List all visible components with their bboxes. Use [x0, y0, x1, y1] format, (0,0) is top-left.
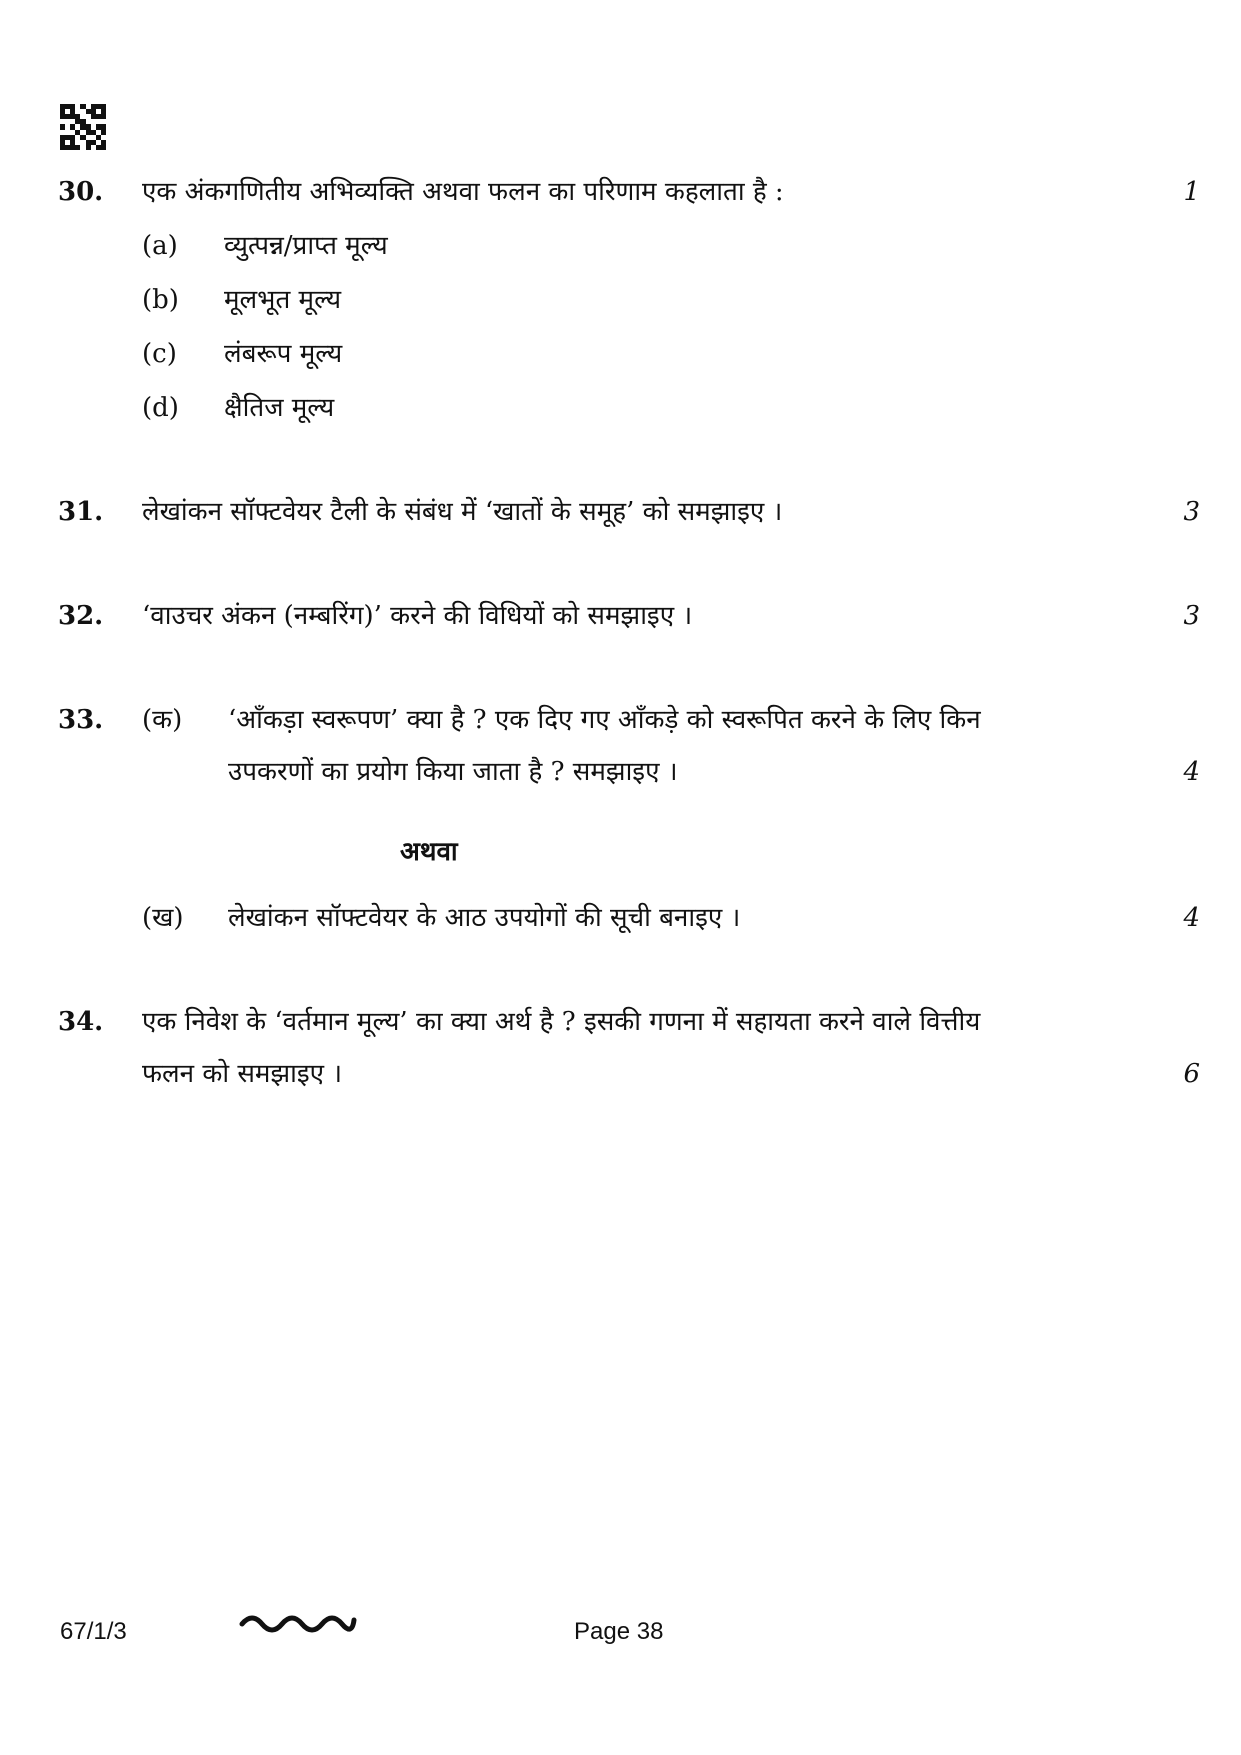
- or-label: अथवा: [400, 837, 458, 867]
- option-text: लंबरूप मूल्य: [224, 339, 343, 369]
- qr-code: [60, 104, 106, 150]
- page-number: Page 38: [574, 1618, 664, 1645]
- marks: 4: [1183, 757, 1200, 787]
- question-text: फलन को समझाइए ।: [142, 1059, 343, 1089]
- question-text: एक अंकगणितीय अभिव्यक्ति अथवा फलन का परिणाम कहलाता है :: [142, 177, 784, 207]
- option-text: मूलभूत मूल्य: [224, 285, 342, 315]
- sub-question-text: लेखांकन सॉफ्टवेयर के आठ उपयोगों की सूची बनाइए ।: [228, 903, 741, 933]
- option-label: (a): [142, 231, 178, 261]
- question-number: 33.: [58, 705, 104, 735]
- question-number: 30.: [58, 177, 104, 207]
- sub-question-text: ‘आँकड़ा स्वरूपण’ क्या है ? एक दिए गए आँकड़े को स्वरूपित करने के लिए किन: [228, 705, 981, 735]
- option-text: व्युत्पन्न/प्राप्त मूल्य: [224, 231, 388, 261]
- sub-question-text: उपकरणों का प्रयोग किया जाता है ? समझाइए ।: [228, 757, 678, 787]
- tilde-ornament-icon: [238, 1606, 358, 1636]
- question-text: लेखांकन सॉफ्टवेयर टैली के संबंध में ‘खातों के समूह’ को समझाइए ।: [142, 497, 783, 527]
- question-number: 32.: [58, 601, 104, 631]
- question-number: 34.: [58, 1007, 104, 1037]
- sub-question-label: (ख): [142, 903, 184, 933]
- sub-question-label: (क): [142, 705, 183, 735]
- marks: 1: [1183, 177, 1200, 207]
- question-number: 31.: [58, 497, 104, 527]
- paper-code: 67/1/3: [60, 1618, 127, 1645]
- option-label: (b): [142, 285, 179, 315]
- option-label: (c): [142, 339, 177, 369]
- marks: 4: [1183, 903, 1200, 933]
- marks: 3: [1183, 601, 1200, 631]
- question-text: एक निवेश के ‘वर्तमान मूल्य’ का क्या अर्थ है ? इसकी गणना में सहायता करने वाले वित्तीय: [142, 1007, 981, 1037]
- marks: 3: [1183, 497, 1200, 527]
- marks: 6: [1183, 1059, 1200, 1089]
- option-label: (d): [142, 393, 179, 423]
- question-text: ‘वाउचर अंकन (नम्बरिंग)’ करने की विधियों को समझाइए ।: [142, 601, 693, 631]
- option-text: क्षैतिज मूल्य: [224, 393, 335, 423]
